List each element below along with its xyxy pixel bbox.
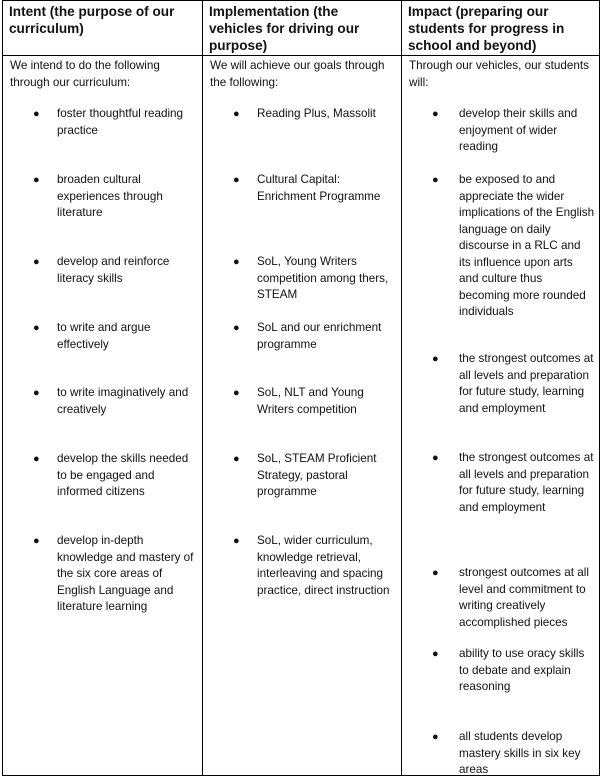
bullet-icon: ● [33, 174, 40, 186]
implementation-column: Implementation (the vehicles for driving our purpose) We will achieve our goals through the following: ● Reading Plus, Massolit ● Cultural Capital: Enrichment Programme ● SoL, Young Writers competition among thers, STEAM ● SoL and our enrichment programme ● SoL, NLT and Young Writers competition ● SoL, STEAM Proficient Strategy, pastoral programme ● SoL, wider curriculum, knowledge retrieval, interleaving and spacing practice, direct instruction [203, 1, 402, 775]
bullet-icon: ● [233, 453, 240, 465]
bullet-icon: ● [432, 452, 439, 464]
impact-column: Impact (preparing our students for progress in school and beyond) Through our vehicles, our students will: ● develop their skills and enjoyment of wider reading ● be exposed to and appreciate the wider implications of the English language on daily discourse in a RLC and its influence upon arts and culture thus becoming more rounded individuals ● the strongest outcomes at all levels and preparation for future study, learning and employment ● the strongest outcomes at all levels and preparation for future study, learning and employment ● strongest outcomes at all level and commitment to writing creatively accomplished pieces ● ability to use oracy skills to debate and explain reasoning ● all students develop mastery skills in six key areas [402, 1, 599, 775]
impact-intro: Through our vehicles, our students will: [409, 59, 589, 89]
bullet-icon: ● [233, 174, 240, 186]
bullet-icon: ● [33, 256, 40, 268]
intent-intro: We intend to do the following through our curriculum: [10, 59, 160, 89]
bullet-icon: ● [432, 567, 439, 579]
bullet-icon: ● [432, 353, 439, 365]
bullet-icon: ● [233, 256, 240, 268]
bullet-icon: ● [33, 453, 40, 465]
intent-header: Intent (the purpose of our curriculum) [3, 1, 202, 56]
bullet-icon: ● [233, 322, 240, 334]
impact-header: Impact (preparing our students for progress in school and beyond) [402, 1, 599, 56]
bullet-icon: ● [33, 535, 40, 547]
intent-column: Intent (the purpose of our curriculum) We intend to do the following through our curriculum: ● foster thoughtful reading practice ● broaden cultural experiences through literature ● develop and reinforce literacy skills ● to write and argue effectively ● to write imaginatively and creatively ● develop the skills needed to be engaged and informed citizens ● develop in-depth knowledge and mastery of the six core areas of English Language and literature learning [3, 1, 203, 775]
bullet-icon: ● [432, 648, 439, 660]
implementation-header: Implementation (the vehicles for driving our purpose) [203, 1, 401, 56]
curriculum-table [2, 0, 600, 776]
bullet-icon: ● [432, 731, 439, 743]
bullet-icon: ● [432, 108, 439, 120]
bullet-icon: ● [432, 174, 439, 186]
bullet-icon: ● [33, 108, 40, 120]
implementation-intro: We will achieve our goals through the following: [210, 59, 385, 89]
bullet-icon: ● [33, 322, 40, 334]
bullet-icon: ● [233, 387, 240, 399]
bullet-icon: ● [233, 535, 240, 547]
bullet-icon: ● [33, 387, 40, 399]
bullet-icon: ● [233, 108, 240, 120]
